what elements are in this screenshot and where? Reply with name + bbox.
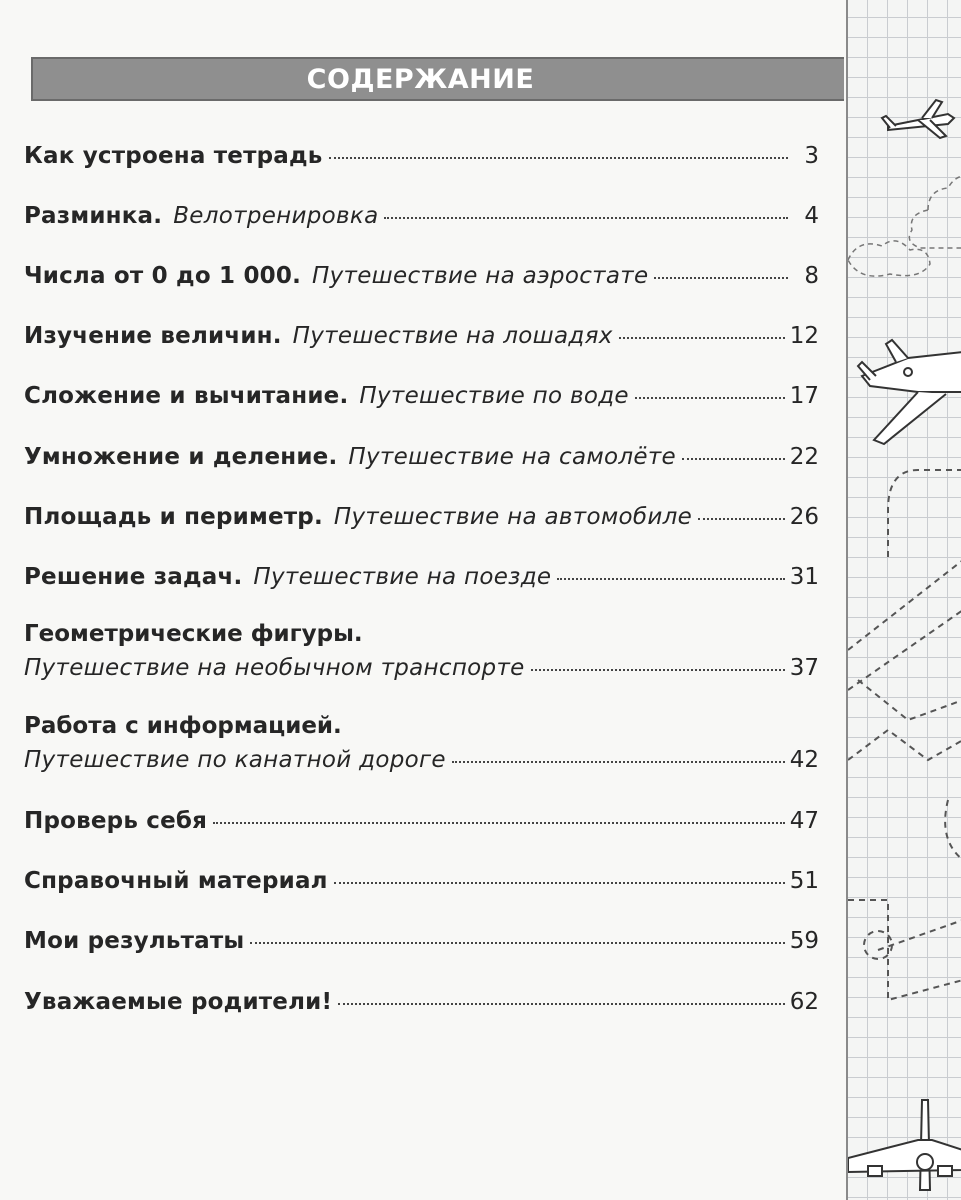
toc-entry-page: 47 (789, 808, 819, 834)
toc-entry-title: Сложение и вычитание. (24, 383, 349, 409)
toc-entry-page: 22 (789, 444, 819, 470)
toc-entry-subtitle: Путешествие по канатной дороге (24, 747, 446, 773)
dot-leader (698, 518, 785, 520)
toc-entry[interactable] (24, 383, 819, 409)
airplane-icon (858, 340, 961, 444)
airplane-icon (848, 1100, 961, 1190)
toc-entry-subtitle: Велотренировка (173, 203, 379, 229)
toc-entry[interactable] (24, 263, 819, 289)
toc-entry-page: 12 (789, 323, 819, 349)
toc-entry-subtitle: Путешествие на поезде (253, 564, 552, 590)
toc-entry-page: 26 (789, 504, 819, 530)
dot-leader (384, 217, 788, 219)
dot-leader (654, 277, 788, 279)
dot-leader (619, 337, 785, 339)
dot-leader (531, 669, 785, 671)
toc-entry-page: 3 (804, 143, 819, 169)
toc-entry-title: Мои результаты (24, 928, 245, 954)
contents-title: СОДЕРЖАНИЕ (306, 63, 535, 95)
toc-entry-page: 62 (789, 989, 819, 1015)
toc-entry-title: Умножение и деление. (24, 444, 338, 470)
toc-entry-title: Как устроена тетрадь (24, 143, 323, 169)
dot-leader (557, 578, 784, 580)
toc-entry-page: 17 (789, 383, 819, 409)
toc-entry-title: Площадь и периметр. (24, 504, 323, 530)
dot-leader (213, 822, 785, 824)
toc-entry[interactable] (24, 621, 819, 681)
contents-header (31, 57, 844, 101)
toc-entry[interactable] (24, 564, 819, 590)
toc-entry-subtitle: Путешествие на самолёте (348, 444, 676, 470)
toc-entry-page: 8 (804, 263, 819, 289)
toc-entry-page: 31 (789, 564, 819, 590)
decorative-side-strip (846, 0, 961, 1200)
toc-entry-page: 59 (789, 928, 819, 954)
toc-entry-title: Уважаемые родители! (24, 989, 333, 1015)
toc-entry-subtitle: Путешествие на аэростате (312, 263, 649, 289)
toc-entry-title: Числа от 0 до 1 000. (24, 263, 302, 289)
dot-leader (334, 882, 785, 884)
toc-entry-title: Геометрические фигуры. (24, 621, 363, 647)
dot-leader (329, 157, 788, 159)
dot-leader (682, 458, 785, 460)
toc-entry-subtitle: Путешествие на автомобиле (333, 504, 693, 530)
toc-entry-subtitle: Путешествие на лошадях (292, 323, 613, 349)
airplane-icon (882, 100, 954, 138)
toc-entry[interactable] (24, 203, 819, 229)
dot-leader (250, 942, 784, 944)
dot-leader (635, 397, 785, 399)
dot-leader (338, 1003, 785, 1005)
dashed-route (848, 470, 961, 1000)
toc-entry-page: 4 (804, 203, 819, 229)
toc-entry-subtitle: Путешествие по воде (359, 383, 629, 409)
toc-entry-page: 37 (789, 655, 819, 681)
toc-entry-title: Решение задач. (24, 564, 243, 590)
side-illustrations (848, 0, 961, 1200)
cloud-icon (909, 176, 961, 248)
toc-entry[interactable] (24, 868, 819, 894)
toc-entry[interactable] (24, 323, 819, 349)
toc-entry[interactable] (24, 504, 819, 530)
toc-entry-page: 42 (789, 747, 819, 773)
toc-entry-title: Справочный материал (24, 868, 328, 894)
toc-entry[interactable] (24, 444, 819, 470)
toc-entry-title: Работа с информацией. (24, 713, 342, 739)
toc-entry-title: Разминка. (24, 203, 163, 229)
dot-leader (452, 761, 785, 763)
toc-entry[interactable] (24, 928, 819, 954)
toc-entry-title: Проверь себя (24, 808, 208, 834)
cloud-icon (848, 241, 930, 276)
toc-entry[interactable] (24, 989, 819, 1015)
toc-entry-title: Изучение величин. (24, 323, 282, 349)
toc-entry-page: 51 (789, 868, 819, 894)
toc-entry[interactable] (24, 143, 819, 169)
toc-entry[interactable] (24, 713, 819, 773)
toc-entry-subtitle: Путешествие на необычном транспорте (24, 655, 525, 681)
toc-entry[interactable] (24, 808, 819, 834)
